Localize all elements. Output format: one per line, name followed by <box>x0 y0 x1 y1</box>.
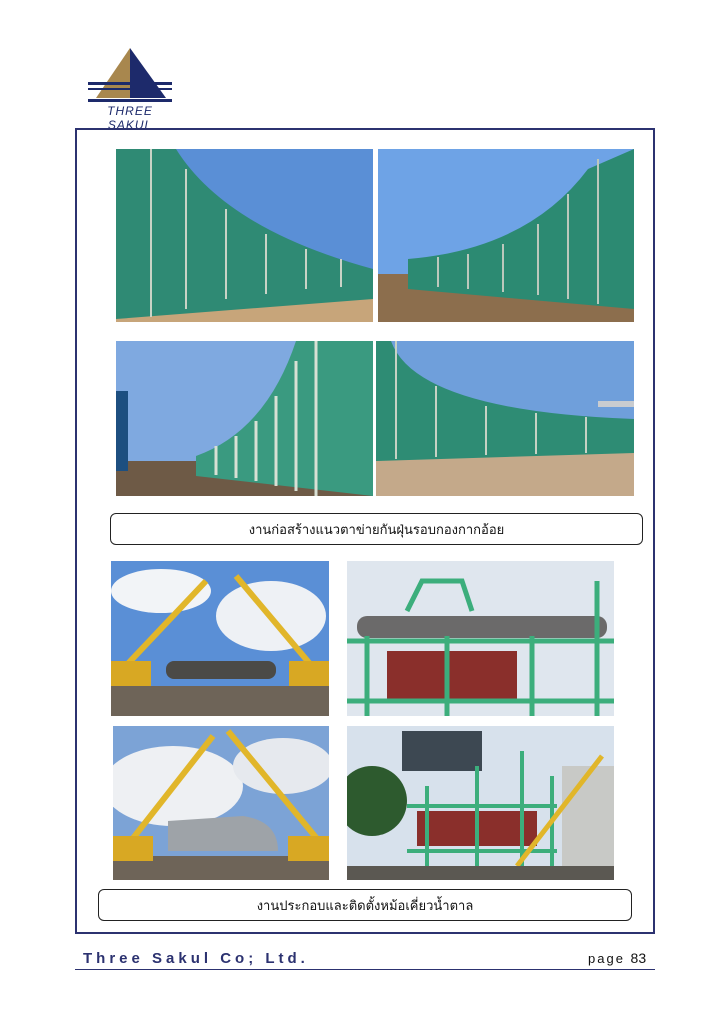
crane-lift-photo-2 <box>113 726 329 880</box>
footer-company-name: Three Sakul Co; Ltd. <box>83 950 309 967</box>
boiler-structure-photo-1 <box>347 561 614 716</box>
dust-net-photo-2 <box>378 149 634 322</box>
section-caption-dust-net: งานก่อสร้างแนวตาข่ายกันฝุ่นรอบกองกากอ้อย <box>110 513 643 545</box>
company-logo <box>86 46 174 132</box>
logo-text: THREE SAKUL <box>107 104 153 132</box>
page-number: 83 <box>630 950 647 966</box>
section-caption-boiler: งานประกอบและติดตั้งหม้อเคี่ยวน้ำตาล <box>98 889 632 921</box>
dust-net-photo-3 <box>116 341 373 496</box>
crane-lift-photo-1 <box>111 561 329 716</box>
dust-net-photo-4 <box>376 341 634 496</box>
footer-page-info <box>588 950 646 966</box>
dust-net-photo-1 <box>116 149 373 322</box>
page-label: page <box>588 951 625 966</box>
three-sakul-logo-icon <box>86 46 174 104</box>
footer-divider <box>75 969 655 970</box>
boiler-structure-photo-2 <box>347 726 614 880</box>
